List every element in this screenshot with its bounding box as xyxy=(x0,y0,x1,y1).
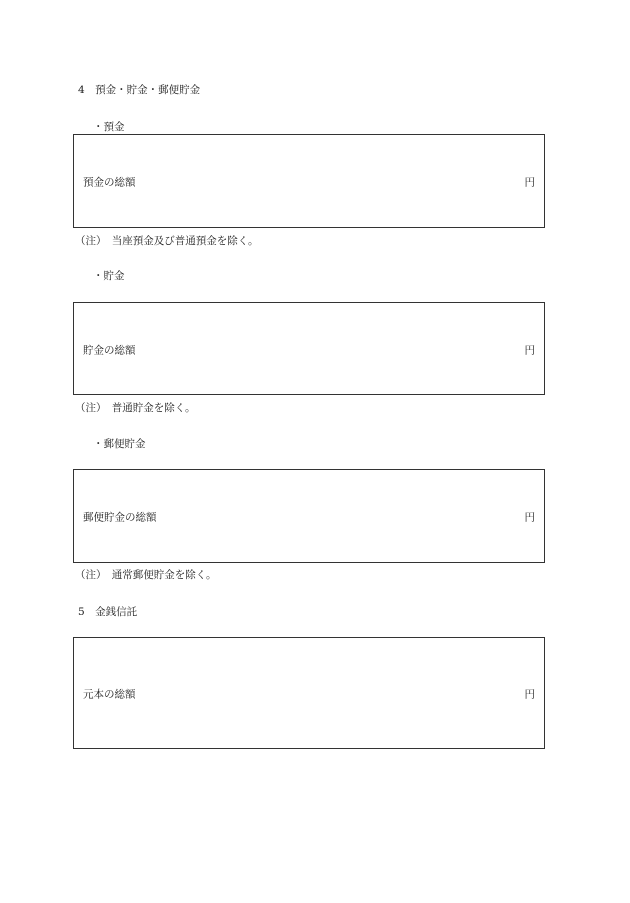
postal-savings-subheading: ・郵便貯金 xyxy=(93,438,146,450)
deposit-subheading: ・預金 xyxy=(93,121,125,133)
postal-savings-total-box xyxy=(73,469,545,563)
postal-savings-total-unit: 円 xyxy=(524,511,535,524)
trust-principal-box xyxy=(73,637,545,749)
savings-note: （注） 普通貯金を除く。 xyxy=(75,402,196,414)
savings-subheading: ・貯金 xyxy=(93,270,125,282)
savings-total-unit: 円 xyxy=(524,344,535,357)
trust-principal-unit: 円 xyxy=(524,688,535,701)
postal-savings-total-label: 郵便貯金の総額 xyxy=(83,511,157,524)
savings-total-label: 貯金の総額 xyxy=(83,344,136,357)
trust-principal-label: 元本の総額 xyxy=(83,688,136,701)
savings-total-box xyxy=(73,302,545,395)
section-5-heading: 5 金銭信託 xyxy=(78,606,138,618)
deposit-total-label: 預金の総額 xyxy=(83,176,136,189)
postal-savings-note: （注） 通常郵便貯金を除く。 xyxy=(75,569,217,581)
deposit-total-box xyxy=(73,134,545,228)
section-4-heading: 4 預金・貯金・郵便貯金 xyxy=(78,84,201,96)
deposit-total-unit: 円 xyxy=(524,176,535,189)
deposit-note: （注） 当座預金及び普通預金を除く。 xyxy=(75,235,259,247)
